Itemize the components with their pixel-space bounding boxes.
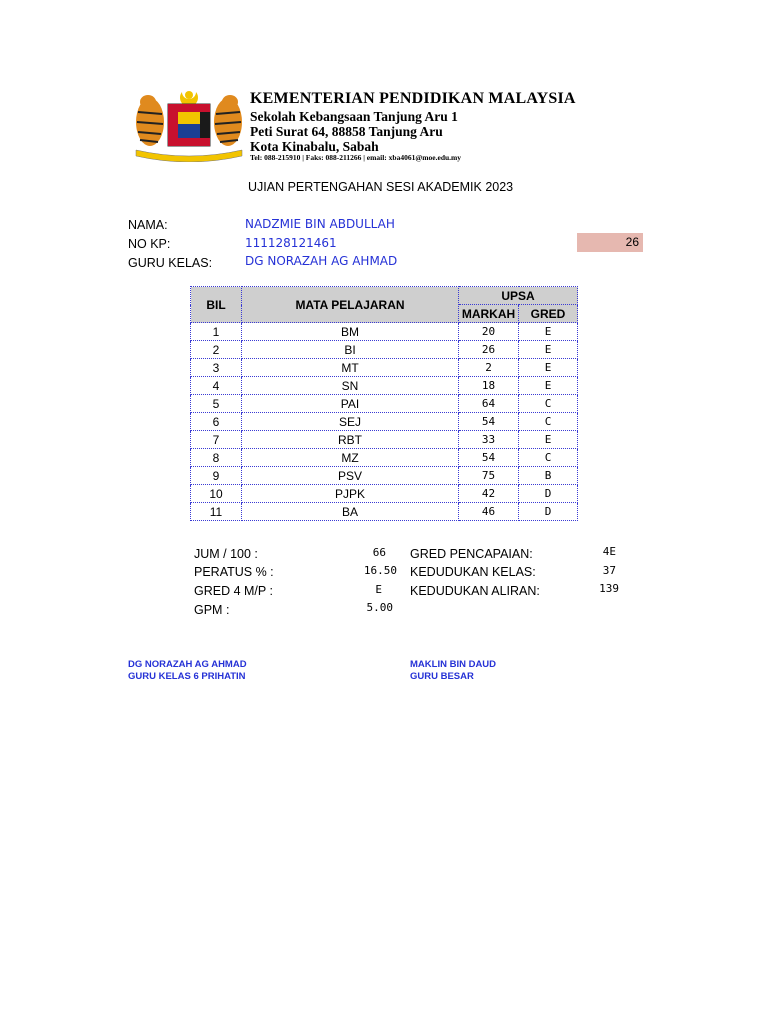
- ministry-title: KEMENTERIAN PENDIDIKAN MALAYSIA: [250, 90, 576, 107]
- gred4-value: E: [375, 583, 382, 596]
- table-row: [191, 395, 578, 413]
- cell-gred: D: [519, 503, 578, 521]
- cell-gred: E: [519, 341, 578, 359]
- table-row: [191, 503, 578, 521]
- kedudukan-aliran-value: 139: [599, 582, 619, 595]
- table-row: [191, 485, 578, 503]
- cell-subject: MT: [242, 359, 459, 377]
- student-name: NADZMIE BIN ABDULLAH: [245, 217, 395, 231]
- cell-markah: 26: [459, 341, 519, 359]
- school-contact: Tel: 088-215910 | Faks: 088-211266 | email: xba4061@moe.edu.my: [250, 153, 462, 162]
- peratus-value: 16.50: [363, 564, 397, 577]
- cell-markah: 42: [459, 485, 519, 503]
- jum-label: JUM / 100 :: [194, 547, 258, 561]
- kedudukan-kelas-value: 37: [602, 564, 616, 577]
- cell-gred: C: [519, 395, 578, 413]
- gpm-value: 5.00: [366, 601, 393, 614]
- cell-gred: C: [519, 449, 578, 467]
- table-row: [191, 341, 578, 359]
- cell-markah: 18: [459, 377, 519, 395]
- cell-bil: 11: [191, 503, 242, 521]
- header-gred: GRED: [519, 305, 578, 323]
- cell-gred: D: [519, 485, 578, 503]
- teacher-label: GURU KELAS:: [128, 256, 213, 270]
- cell-markah: 54: [459, 413, 519, 431]
- cell-markah: 20: [459, 323, 519, 341]
- kedudukan-aliran-label: KEDUDUKAN ALIRAN:: [410, 584, 540, 598]
- gred-pencapaian-value: 4E: [602, 545, 616, 558]
- teacher-signature-name: DG NORAZAH AG AHMAD: [128, 659, 247, 670]
- kp-label: NO KP:: [128, 237, 171, 251]
- table-row: [191, 359, 578, 377]
- cell-markah: 54: [459, 449, 519, 467]
- cell-gred: E: [519, 431, 578, 449]
- header-markah: MARKAH: [459, 305, 519, 323]
- cell-subject: MZ: [242, 449, 459, 467]
- cell-bil: 8: [191, 449, 242, 467]
- cell-markah: 75: [459, 467, 519, 485]
- cell-subject: BM: [242, 323, 459, 341]
- cell-bil: 3: [191, 359, 242, 377]
- gred4-label: GRED 4 M/P :: [194, 584, 273, 598]
- cell-subject: PJPK: [242, 485, 459, 503]
- teacher-signature-role: GURU KELAS 6 PRIHATIN: [128, 671, 246, 682]
- cell-subject: SEJ: [242, 413, 459, 431]
- school-name: Sekolah Kebangsaan Tanjung Aru 1: [250, 109, 458, 124]
- cell-subject: PSV: [242, 467, 459, 485]
- school-address-2: Kota Kinabalu, Sabah: [250, 139, 379, 154]
- cell-bil: 6: [191, 413, 242, 431]
- header-upsa: UPSA: [459, 287, 578, 305]
- table-row: [191, 377, 578, 395]
- cell-subject: PAI: [242, 395, 459, 413]
- cell-bil: 9: [191, 467, 242, 485]
- table-row: [191, 413, 578, 431]
- cell-bil: 1: [191, 323, 242, 341]
- head-signature-role: GURU BESAR: [410, 671, 474, 682]
- table-row: [191, 431, 578, 449]
- table-row: [191, 467, 578, 485]
- cell-gred: C: [519, 413, 578, 431]
- score-box: 26: [577, 233, 643, 252]
- cell-bil: 5: [191, 395, 242, 413]
- cell-subject: SN: [242, 377, 459, 395]
- cell-gred: E: [519, 359, 578, 377]
- exam-title: UJIAN PERTENGAHAN SESI AKADEMIK 2023: [248, 180, 514, 194]
- gpm-label: GPM :: [194, 603, 230, 617]
- cell-gred: B: [519, 467, 578, 485]
- coat-of-arms-logo: [130, 86, 248, 162]
- cell-markah: 64: [459, 395, 519, 413]
- student-kp: 111128121461: [245, 236, 337, 250]
- cell-gred: E: [519, 323, 578, 341]
- cell-markah: 2: [459, 359, 519, 377]
- table-row: [191, 449, 578, 467]
- school-address-1: Peti Surat 64, 88858 Tanjung Aru: [250, 124, 443, 139]
- name-label: NAMA:: [128, 218, 168, 232]
- cell-markah: 46: [459, 503, 519, 521]
- cell-subject: RBT: [242, 431, 459, 449]
- cell-subject: BA: [242, 503, 459, 521]
- jum-value: 66: [372, 546, 386, 559]
- header-bil: BIL: [191, 287, 242, 323]
- cell-bil: 10: [191, 485, 242, 503]
- cell-markah: 33: [459, 431, 519, 449]
- cell-bil: 7: [191, 431, 242, 449]
- head-signature-name: MAKLIN BIN DAUD: [410, 659, 497, 670]
- cell-bil: 4: [191, 377, 242, 395]
- results-table: [190, 286, 578, 521]
- cell-bil: 2: [191, 341, 242, 359]
- table-row: [191, 323, 578, 341]
- header-subject: MATA PELAJARAN: [242, 287, 459, 323]
- cell-gred: E: [519, 377, 578, 395]
- cell-subject: BI: [242, 341, 459, 359]
- peratus-label: PERATUS % :: [194, 565, 274, 579]
- gred-pencapaian-label: GRED PENCAPAIAN:: [410, 547, 533, 561]
- kedudukan-kelas-label: KEDUDUKAN KELAS:: [410, 565, 536, 579]
- class-teacher: DG NORAZAH AG AHMAD: [245, 254, 398, 268]
- results-body: [191, 323, 578, 521]
